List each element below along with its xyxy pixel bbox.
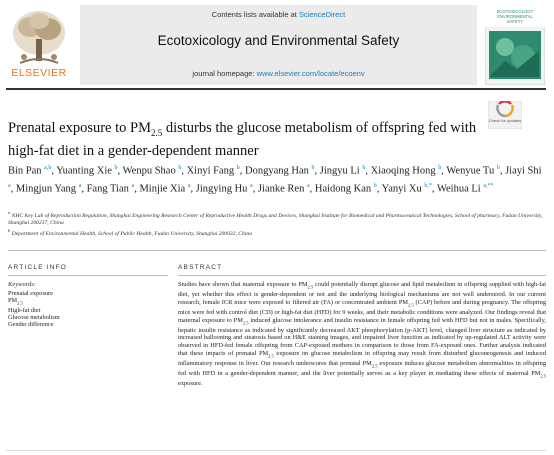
cover-title-line-3: SAFETY	[506, 19, 524, 24]
author-name[interactable]: Xiaoqing Hong	[370, 165, 436, 177]
author-affiliation-marker[interactable]: b	[178, 165, 182, 171]
keywords-list	[8, 290, 168, 329]
journal-cover-thumbnail[interactable]	[485, 5, 545, 85]
author-name[interactable]: Jianke Ren	[257, 183, 305, 195]
author-name[interactable]: Bin Pan	[8, 165, 42, 177]
author-name[interactable]: Minjie Xia	[139, 183, 186, 195]
article-info-heading: ARTICLE INFO	[8, 264, 68, 271]
author-name[interactable]: Fang Tian	[86, 183, 129, 195]
author-affiliation-marker[interactable]: b	[311, 165, 315, 171]
article-title	[8, 119, 478, 160]
author-affiliation-marker[interactable]: a	[8, 183, 11, 189]
author-name[interactable]: Weihua Li	[436, 183, 481, 195]
sciencedirect-link[interactable]: ScienceDirect	[298, 10, 346, 19]
footer-divider	[6, 450, 546, 451]
author-affiliation-marker[interactable]: a,**	[483, 183, 494, 189]
affiliation-b-text: Department of Environmental Health, School of Public Health, Fudan University, Shanghai 200032, China	[11, 230, 252, 237]
affiliation-b: $^b$ Department of Environmental Health, School of Public Health, Fudan University, Shanghai 200032, China	[8, 227, 252, 237]
journal-title[interactable]: Ecotoxicology and Environmental Safety	[157, 33, 400, 48]
title-part-1: Prenatal exposure to PM	[8, 120, 151, 136]
author-name[interactable]: Yanyi Xu	[381, 183, 422, 195]
author-name[interactable]: Jingyu Li	[319, 165, 360, 177]
affiliations	[8, 209, 543, 238]
affiliation-a: $^a$ NHC Key Lab of Reproduction Regulation, Shanghai Engineering Research Center of Reproductive Health Drugs and Devices, Shanghai Institute for Biomedical and Pharmaceutical Technologies, School of pharmacy, Fudan University, Shanghai 200237, China	[8, 210, 543, 226]
abstract-text: Studies have shown that maternal exposure to $PM_{2.5}$ could potentially disrupt glucose and lipid metabolism in offspring supplied with high-fat diet, yet whether this effect is gender-dependent or not and the underlying biological mechanisms are not well understood. In our current research, female ICR mice were exposed to filtered air (FA) or concentrated ambient $PM_{2.5}$ (CAP) before and during pregnancy. The offspring mice were fed with control diet (CD) or high-fat diet (HFD) for 9 weeks, and their metabolic conditions were analyzed. Our findings reveal that maternal exposure to $PM_{2.5}$ induced glucose intolerance and insulin resistance in female offspring fed with HFD but not in males. Specifically, hepatic insulin resistance as indicated by significantly decreased AKT phosphorylation (p-AKT) level, changed liver structure as indicated by increased ballooning and steatosis based on H&E staining images, and impaired liver function as indicated by up-regulated ALT activity were observed in HFD-fed female offspring from CAP-exposed mothers in comparison to those from FA-exposed ones. Further analysis indicated that these impacts of prenatal $PM_{2.5}$ exposure on glucose metabolism in offspring may result from disturbed gluconeogenesis and induced inflammatory response in liver. Our research underscores that prenatal $PM_{2.5}$ exposure induces glucose metabolism abnormalities in offspring fed with HFD in a gender-dependent manner, and the liver potentially serves as a key player in mediating these effects of maternal $PM_{2.5}$ exposure.	[178, 281, 546, 387]
author-name[interactable]: Jiayi Shi	[505, 165, 542, 177]
contents-prefix: Contents lists available at	[211, 10, 299, 19]
author-affiliation-marker[interactable]: a	[306, 183, 310, 189]
author-affiliation-marker[interactable]: a	[78, 183, 82, 189]
author-name[interactable]: Xinyi Fang	[186, 165, 235, 177]
article-info-rule	[8, 275, 168, 276]
abstract-heading: ABSTRACT	[178, 264, 223, 271]
keyword-item: Prenatal exposure	[8, 290, 53, 297]
author-name[interactable]: Wenyue Tu	[446, 165, 495, 177]
author-affiliation-marker[interactable]: b,*	[424, 183, 432, 189]
author-list: Bin Pan $^{a,b}$, Yuanting Xie $^b$, Wenpu Shao $^b$, Xinyi Fang $^b$, Dongyang Han $^b$, Jingyu Li $^b$, Xiaoqing Hong $^b$, Wenyue Tu $^b$, Jiayi Shi $^a$, Mingjun Yang $^a$, Fang Tian $^a$, Minjie Xia $^a$, Jingying Hu $^a$, Jianke Ren $^a$, Haidong Kan $^b$, Yanyi Xu $^{b,*}$, Weihua Li $^{a,**}$	[8, 165, 542, 195]
check-for-updates-icon[interactable]	[488, 101, 522, 129]
author-affiliation-marker[interactable]: a,b	[44, 165, 52, 171]
contents-available-line	[80, 10, 477, 19]
section-divider	[8, 250, 546, 251]
author-name[interactable]: Mingjun Yang	[15, 183, 77, 195]
keyword-item: Glucose metabolism	[8, 314, 60, 322]
author-name[interactable]: Jingying Hu	[195, 183, 248, 195]
keyword-item: $PM_{2.5}$	[8, 297, 23, 306]
keyword-item: Gender difference	[8, 321, 54, 329]
author-name[interactable]: Dongyang Han	[245, 165, 309, 177]
cover-title-line-1: ECOTOXICOLOGY	[496, 9, 534, 14]
homepage-prefix: journal homepage:	[192, 69, 257, 78]
check-for-updates-label[interactable]: Check for updates	[488, 118, 522, 123]
journal-homepage-link[interactable]: www.elsevier.com/locate/ecoenv	[256, 69, 365, 78]
author-affiliation-marker[interactable]: a	[250, 183, 253, 189]
author-name[interactable]: Wenpu Shao	[122, 165, 176, 177]
elsevier-wordmark: ELSEVIER	[11, 67, 67, 79]
header-divider	[6, 88, 546, 90]
title-subscript: 2.5	[150, 127, 163, 138]
author-affiliation-marker[interactable]: b	[373, 183, 377, 189]
author-affiliation-marker[interactable]: b	[362, 165, 366, 171]
affiliation-a-text: NHC Key Lab of Reproduction Regulation, Shanghai Engineering Research Center of Reproductive Health Drugs and Devices, Shanghai Institute for Biomedical and Pharmaceutical Technologies, School of pharmacy, Fudan University, Shanghai 200237, China	[8, 212, 543, 226]
author-name[interactable]: Yuanting Xie	[56, 165, 112, 177]
abstract-rule	[178, 275, 546, 276]
keywords-label: Keywords:	[8, 281, 36, 288]
author-affiliation-marker[interactable]: a	[131, 183, 135, 189]
keyword-item: High-fat diet	[8, 306, 41, 314]
author-affiliation-marker[interactable]: a	[187, 183, 191, 189]
author-affiliation-marker[interactable]: b	[438, 165, 442, 171]
author-name[interactable]: Haidong Kan	[314, 183, 372, 195]
title-part-2: disturbs the glucose metabolism of offspring fed with high-fat diet in a gender-dependent manner	[8, 120, 477, 159]
author-affiliation-marker[interactable]: b	[496, 165, 500, 171]
journal-homepage-line	[80, 69, 477, 78]
author-affiliation-marker[interactable]: b	[236, 165, 240, 171]
cover-title-line-2: ENVIRONMENTAL	[497, 14, 533, 19]
author-affiliation-marker[interactable]: b	[114, 165, 118, 171]
